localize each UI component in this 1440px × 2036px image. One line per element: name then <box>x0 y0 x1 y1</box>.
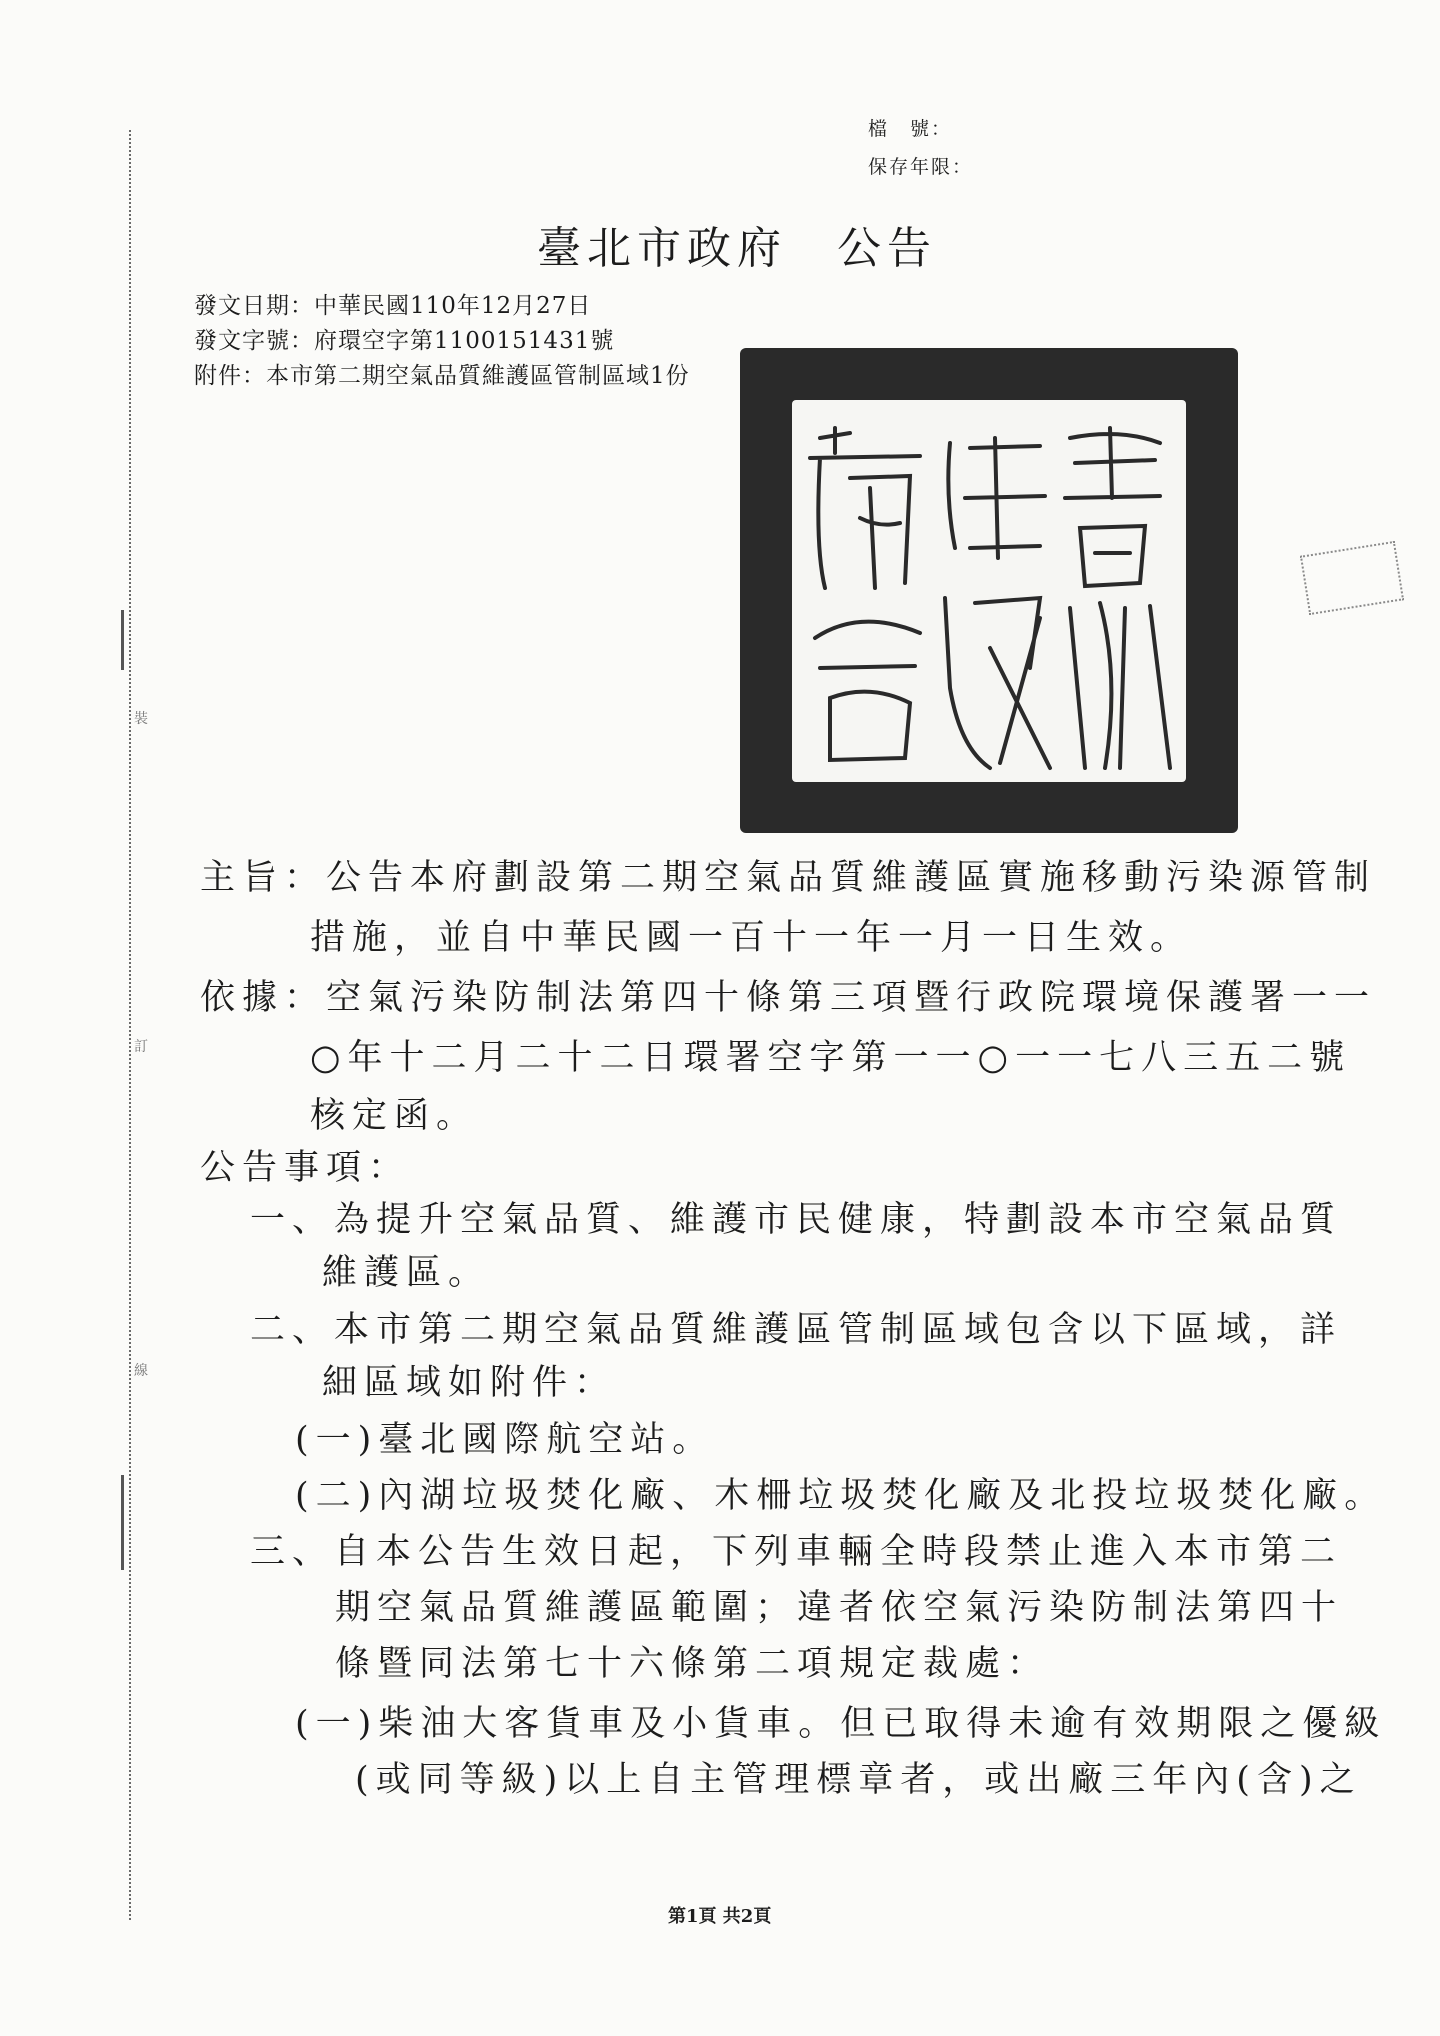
basis-line: 依據：空氣污染防制法第四十條第三項暨行政院環境保護署一一 <box>200 978 1377 1018</box>
binding-mark <box>121 1475 124 1570</box>
announcement-heading: 公告事項： <box>200 1148 411 1188</box>
binding-char: 線 <box>134 1363 148 1379</box>
seal-glyphs-icon <box>740 348 1238 833</box>
binding-char: 訂 <box>134 1039 148 1055</box>
item-line: 二、本市第二期空氣品質維護區管制區域包含以下區域，詳 <box>250 1310 1343 1350</box>
page-number: 第1頁 共2頁 <box>668 1906 772 1927</box>
item-line: 期空氣品質維護區範圍；違者依空氣污染防制法第四十 <box>335 1588 1344 1628</box>
item-line: 一、為提升空氣品質、維護市民健康，特劃設本市空氣品質 <box>250 1200 1343 1240</box>
basis-line: 核定函。 <box>310 1096 479 1136</box>
subject-line: 措施，並自中華民國一百十一年一月一日生效。 <box>310 918 1193 958</box>
issue-date: 發文日期：中華民國110年12月27日 <box>194 293 592 319</box>
receipt-stamp <box>1300 541 1404 615</box>
subject-line: 主旨：公告本府劃設第二期空氣品質維護區實施移動污染源管制 <box>200 858 1377 898</box>
title-agency: 臺北市政府 <box>537 223 787 274</box>
binding-char: 裝 <box>134 711 148 727</box>
sub-item-line: (一)臺北國際航空站。 <box>295 1420 715 1460</box>
file-number-label: 檔 號： <box>868 118 953 140</box>
sub-item-line: (一)柴油大客貨車及小貨車。但已取得未逾有效期限之優級 <box>295 1704 1387 1744</box>
title-doc-type: 公告 <box>837 223 937 274</box>
item-line: 維護區。 <box>322 1253 491 1293</box>
item-line: 細區域如附件： <box>322 1363 617 1403</box>
retention-label: 保存年限： <box>868 156 974 178</box>
binding-line <box>129 130 131 1920</box>
item-line: 三、自本公告生效日起，下列車輛全時段禁止進入本市第二 <box>250 1532 1343 1572</box>
sub-item-line: (或同等級)以上自主管理標章者，或出廠三年內(含)之 <box>355 1760 1362 1800</box>
item-line: 條暨同法第七十六條第二項規定裁處： <box>335 1644 1050 1684</box>
page-title <box>537 212 937 276</box>
attachment-line: 附件：本市第二期空氣品質維護區管制區域1份 <box>194 363 690 389</box>
official-seal <box>740 348 1238 833</box>
binding-mark <box>121 610 124 670</box>
sub-item-line: (二)內湖垃圾焚化廠、木柵垃圾焚化廠及北投垃圾焚化廠。 <box>295 1476 1387 1516</box>
basis-line: ○年十二月二十二日環署空字第一一○一一七八三五二號 <box>310 1038 1352 1078</box>
reference-number: 發文字號：府環空字第1100151431號 <box>194 328 615 354</box>
